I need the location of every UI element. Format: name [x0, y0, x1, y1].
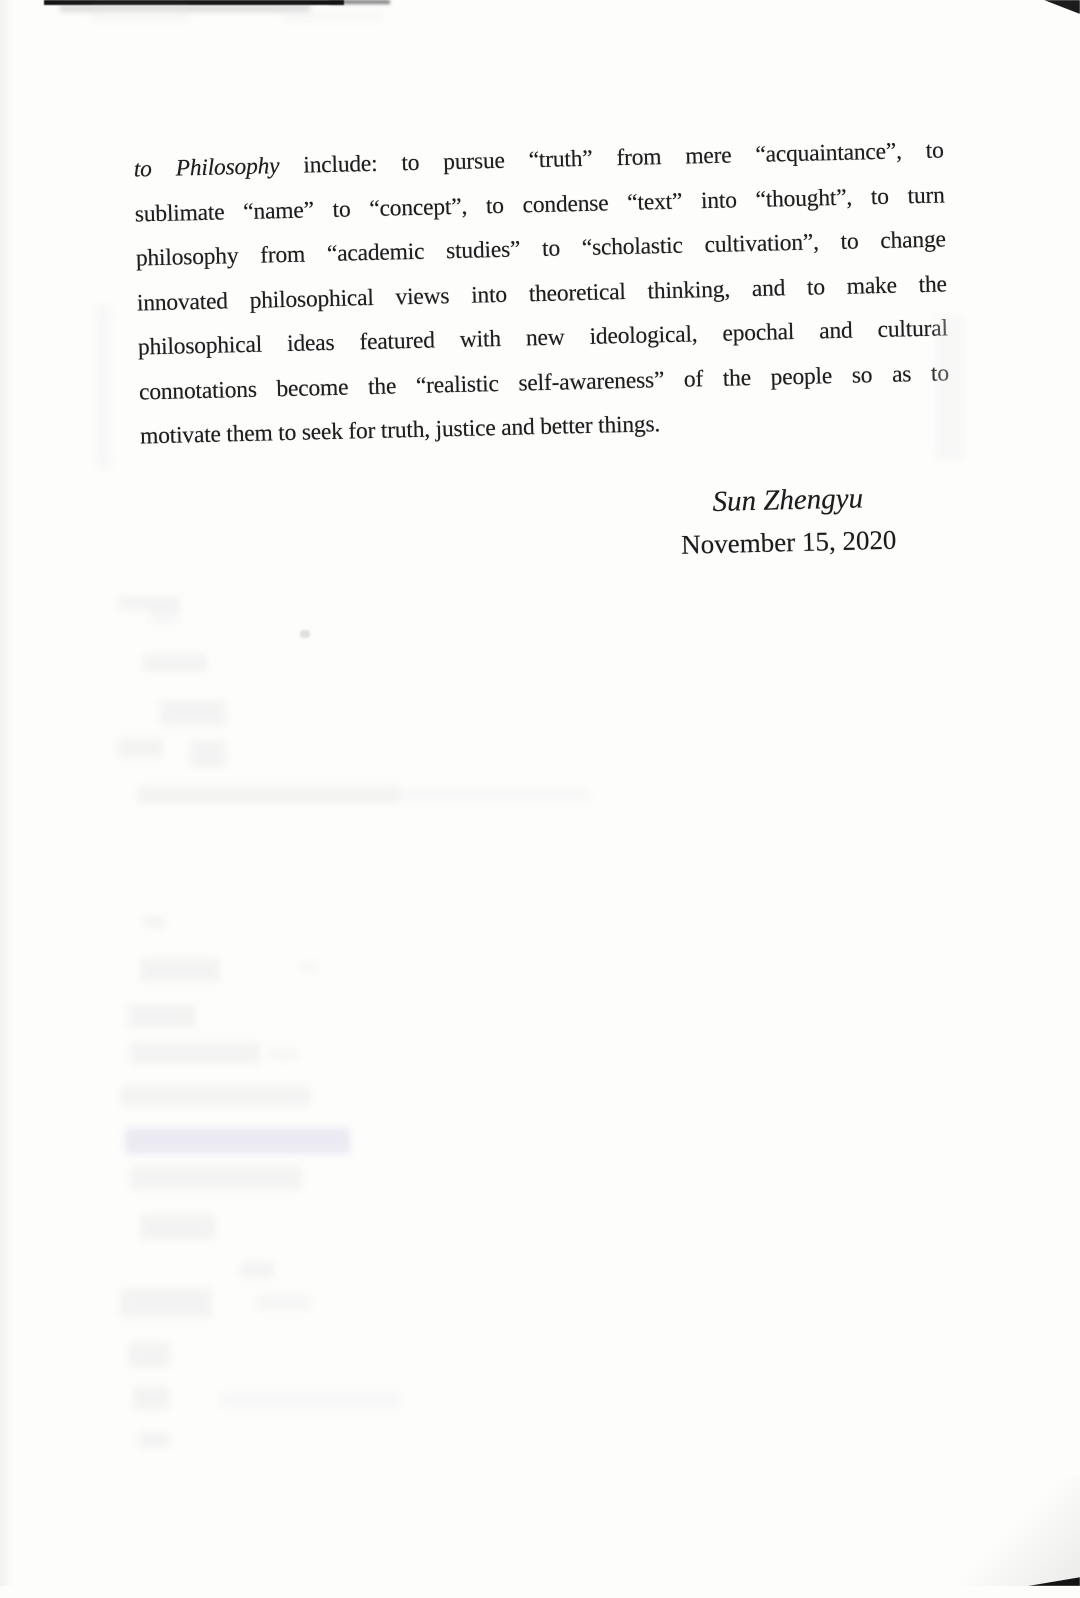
bleedthrough-artifact — [96, 305, 111, 470]
bleedthrough-artifact — [240, 1262, 274, 1278]
bleedthrough-artifact — [128, 1342, 170, 1368]
bleedthrough-artifact — [220, 1392, 400, 1408]
bleedthrough-artifact — [190, 740, 226, 768]
line-text: philosophical ideas featured with new ideological, epochal and cultural — [137, 315, 949, 361]
bleedthrough-artifact — [140, 1214, 216, 1240]
bleedthrough-artifact — [143, 916, 165, 928]
bleedthrough-artifact — [935, 315, 963, 460]
bleedthrough-artifact — [120, 1288, 212, 1318]
bleedthrough-artifact — [283, 10, 383, 22]
bleedthrough-artifact — [255, 1294, 311, 1310]
bleedthrough-artifact — [125, 1128, 350, 1154]
bleedthrough-artifact — [133, 1386, 169, 1410]
line-text: motivate them to seek for truth, justice and better things. — [139, 411, 661, 450]
line-text: sublimate “name” to “concept”, to condense “text” into “thought”, to turn — [134, 181, 945, 228]
bleedthrough-artifact — [300, 962, 318, 972]
signature-block — [637, 480, 939, 563]
bleedthrough-artifact — [160, 700, 226, 726]
bleedthrough-artifact — [300, 630, 310, 638]
bleedthrough-artifact — [120, 1086, 310, 1106]
bleedthrough-artifact — [138, 1432, 170, 1448]
line-text: philosophy from “academic studies” to “scholastic cultivation”, to change — [135, 226, 946, 272]
bleedthrough-artifact — [268, 1048, 298, 1060]
signature-date: November 15, 2020 — [680, 524, 897, 560]
line-text: innovated philosophical views into theoretical thinking, and to make the — [136, 270, 948, 316]
bleedthrough-artifact — [118, 738, 163, 758]
bleedthrough-artifact — [130, 1166, 302, 1190]
bleedthrough-artifact — [400, 789, 590, 801]
bleedthrough-artifact — [150, 606, 178, 624]
bleedthrough-artifact — [128, 1004, 196, 1028]
line-text: include: to pursue “truth” from mere “acquaintance”, to — [279, 137, 944, 180]
signature-name: Sun Zhengyu — [712, 482, 864, 518]
bleedthrough-artifact — [130, 1042, 260, 1064]
bleedthrough-artifact — [90, 8, 190, 22]
bleedthrough-artifact — [140, 958, 220, 982]
bleedthrough-artifact — [138, 786, 400, 804]
preface-paragraph — [133, 128, 950, 458]
bleedthrough-artifact — [143, 654, 207, 672]
italic-phrase: to Philosophy — [133, 153, 280, 183]
line-text: connotations become the “realistic self-awareness” of the people so as to — [138, 359, 950, 405]
